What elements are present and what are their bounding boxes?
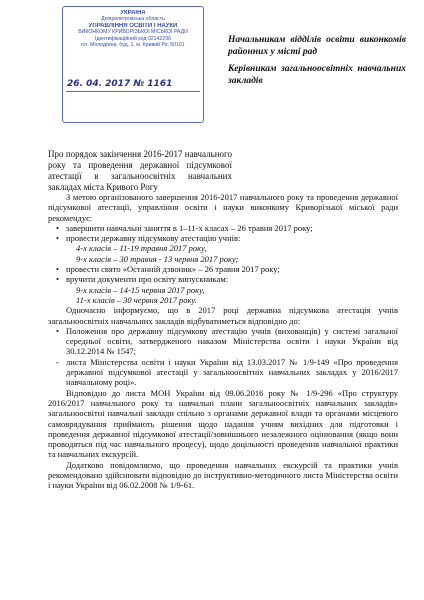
recommendation-list — [48, 223, 398, 305]
paragraph: Відповідно до листа МОН України від 09.06.2016 року № 1/9-296 «Про структуру 2016/2017 навчального року та навчальні плани загальноосвітніх навчальних закладів» загальноосвітні навчальні заклади спільно з органами державної влади та органами місцевого самоврядування приймають рішення щодо надання учням вихідних для підготовки і проведення державної підсумкової атестації/зовнішнього незалежного оцінювання (якщо вони проводяться під час навчального процесу), щодо доцільності проведення навчальної практики та навчальних екскурсій. — [48, 387, 398, 460]
stamp-date-number: 26. 04. 2017 № 1161 — [67, 79, 173, 89]
stamp-line: УКРАЇНА — [120, 10, 146, 16]
stamp-divider — [66, 91, 200, 92]
sub-item: 11-х класів – 30 червня 2017 року. — [76, 294, 197, 305]
sub-item: 9-х класів – 14-15 червня 2017 року, — [76, 284, 205, 295]
stamp-line: пл. Молодіжна, буд. 1, м. Кривий Ріг, 50101 — [81, 42, 185, 49]
addressee-line: Керівникам загальноосвітніх навчальних закладів — [228, 64, 406, 86]
list-item: • Положення про державну підсумкову атестацію учнів (вихованців) у системі загальної середньої освіти, затвердженого наказом Міністерства освіти і науки України від 30.12.2014 № 1547; — [48, 326, 398, 357]
paragraph: З метою організованого завершення 2016-2017 навчального року та проведення державної підсумкової атестації, управління освіти і науки виконкому Криворізької міської ради рекомендує: — [48, 192, 398, 223]
addressee-block — [228, 34, 406, 92]
sub-item: 9-х класів – 30 травня - 13 червня 2017 року; — [76, 253, 239, 264]
stamp-line: ВИКОНКОМУ КРИВОРІЗЬКОЇ МІСЬКОЇ РАДИ — [78, 29, 188, 36]
list-item: • провести державну підсумкову атестацію учнів: — [48, 233, 398, 243]
paragraph: Одночасно інформуємо, що в 2017 році державна підсумкова атестація учнів загальноосвітніх навчальних закладів відбуватиметься відповідно до: — [48, 305, 398, 326]
list-item: • провести свято «Останній дзвоник» – 26 травня 2017 року; — [48, 264, 398, 274]
list-item: - листа Міністерства освіти і науки України від 13.03.2017 № 1/9-149 «Про проведення державної підсумкової атестації у загальноосвітніх навчальних закладах у 2016/2017 навчальному році». — [48, 357, 398, 388]
addressee-line: Начальникам відділів освіти виконкомів районних у місті рад — [228, 35, 406, 57]
stamp-line: Ідентифікаційний код 02142296 — [95, 35, 171, 42]
regulation-list — [48, 326, 398, 388]
paragraph: Додатково повідомляємо, що проведення навчальних екскурсій та практики учнів рекомендовано здійснювати відповідно до інструктивно-методичного листа Міністерства освіти і науки України від 06.02.2008 № 1/9-61. — [48, 459, 398, 491]
letter-body — [48, 192, 398, 491]
list-item: • вручити документи про освіту випускникам: — [48, 274, 398, 284]
sub-item: 4-х класів – 11-19 травня 2017 року, — [76, 243, 207, 254]
stamp-line: УПРАВЛІННЯ ОСВІТИ І НАУКИ — [88, 22, 178, 29]
stamp-line: Дніпропетровська область — [101, 16, 165, 23]
letter-subject: Про порядок закінчення 2016-2017 навчального року та проведення державної підсумкової атестації в загальноосвітніх навчальних закладах міста Кривого Рогу — [48, 149, 232, 192]
registration-stamp — [62, 6, 204, 123]
list-item: • завершити навчальні заняття в 1–11-х класах – 26 травня 2017 року; — [48, 223, 398, 233]
